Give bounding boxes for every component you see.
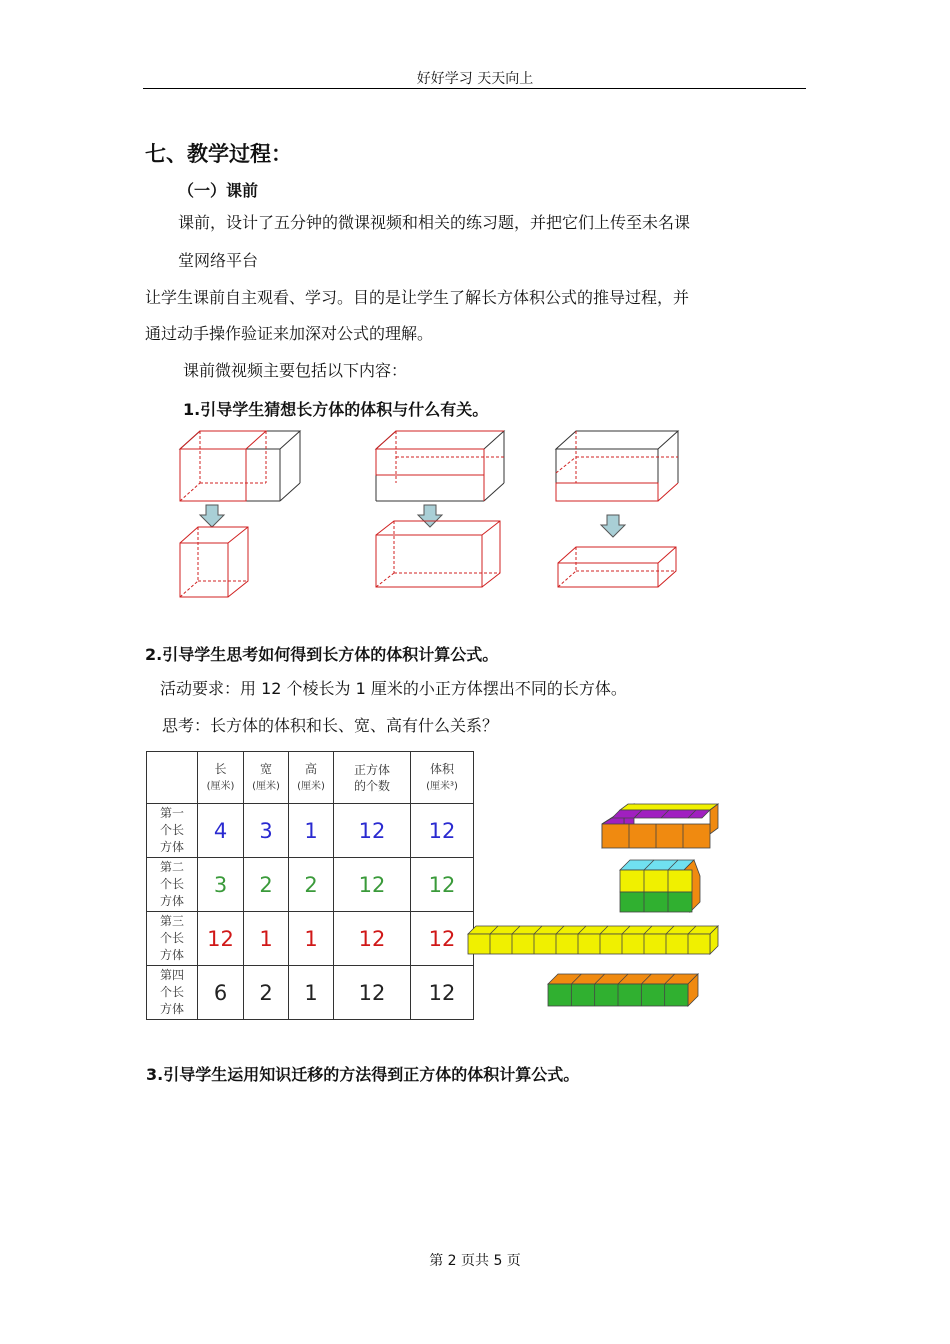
box-diagram-3 — [556, 431, 678, 587]
cell-length: 4 — [198, 804, 244, 858]
table-header-row — [147, 752, 474, 804]
row-label: 第三 个长 方体 — [147, 912, 198, 966]
cell-volume: 12 — [411, 858, 474, 912]
activity-text: 活动要求：用 12 个棱长为 1 厘米的小正方体摆出不同的长方体。 — [160, 679, 627, 698]
cell-cube-count: 12 — [334, 912, 411, 966]
page-footer: 第 2 页共 5 页 — [429, 1253, 521, 1269]
cell-height: 1 — [289, 912, 334, 966]
cell-cube-count: 12 — [334, 804, 411, 858]
cell-cube-count: 12 — [334, 858, 411, 912]
subsection-title: （一）课前 — [178, 181, 259, 200]
table-row — [147, 858, 474, 912]
paragraph-2-line-2: 通过动手操作验证来加深对公式的理解。 — [145, 324, 434, 343]
section-title: 七、教学过程： — [145, 142, 292, 166]
row-label: 第一 个长 方体 — [147, 804, 198, 858]
table-row — [147, 966, 474, 1020]
cell-height: 1 — [289, 966, 334, 1020]
item-2-heading: 2.引导学生思考如何得到长方体的体积计算公式。 — [145, 645, 499, 664]
cuboid-6x2x1 — [548, 974, 698, 1006]
cell-width: 3 — [244, 804, 289, 858]
box-diagram-1 — [180, 431, 300, 597]
cell-cube-count: 12 — [334, 966, 411, 1020]
cell-volume: 12 — [411, 804, 474, 858]
cuboid-table — [146, 751, 474, 1020]
header-rule — [143, 88, 806, 89]
cell-volume: 12 — [411, 966, 474, 1020]
table-row — [147, 912, 474, 966]
page-header: 好好学习 天天向上 — [416, 71, 534, 87]
cell-length: 12 — [198, 912, 244, 966]
row-label: 第四 个长 方体 — [147, 966, 198, 1020]
cell-width: 2 — [244, 966, 289, 1020]
header-volume: 体积 (厘米³) — [411, 752, 474, 804]
header-cube-count: 正方体 的个数 — [334, 752, 411, 804]
cell-height: 2 — [289, 858, 334, 912]
paragraph-3: 课前微视频主要包括以下内容： — [183, 361, 408, 380]
cell-width: 2 — [244, 858, 289, 912]
paragraph-1-line-2: 堂网络平台 — [178, 251, 259, 270]
cuboid-12x1x1 — [468, 926, 718, 954]
cell-volume: 12 — [411, 912, 474, 966]
cell-height: 1 — [289, 804, 334, 858]
paragraph-1-line-1: 课前，设计了五分钟的微课视频和相关的练习题，并把它们上传至未名课 — [178, 213, 691, 232]
box-diagram-2 — [376, 431, 504, 587]
box-guess-figure — [170, 425, 690, 605]
cell-length: 6 — [198, 966, 244, 1020]
cuboid-3x2x2 — [620, 860, 700, 912]
item-1-heading: 1.引导学生猜想长方体的体积与什么有关。 — [183, 400, 489, 419]
header-height: 高 (厘米) — [289, 752, 334, 804]
row-label: 第二 个长 方体 — [147, 858, 198, 912]
header-width: 宽 (厘米) — [244, 752, 289, 804]
table-corner-cell — [147, 752, 198, 804]
cuboid-4x3x1 — [602, 804, 718, 848]
item-3-heading: 3.引导学生运用知识迁移的方法得到正方体的体积计算公式。 — [146, 1065, 580, 1084]
think-text: 思考：长方体的体积和长、宽、高有什么关系？ — [162, 716, 499, 735]
table-row — [147, 804, 474, 858]
paragraph-2-line-1: 让学生课前自主观看、学习。目的是让学生了解长方体积公式的推导过程，并 — [145, 288, 690, 307]
cube-arrangements-figure — [462, 798, 722, 1010]
cell-length: 3 — [198, 858, 244, 912]
header-length: 长 (厘米) — [198, 752, 244, 804]
cell-width: 1 — [244, 912, 289, 966]
